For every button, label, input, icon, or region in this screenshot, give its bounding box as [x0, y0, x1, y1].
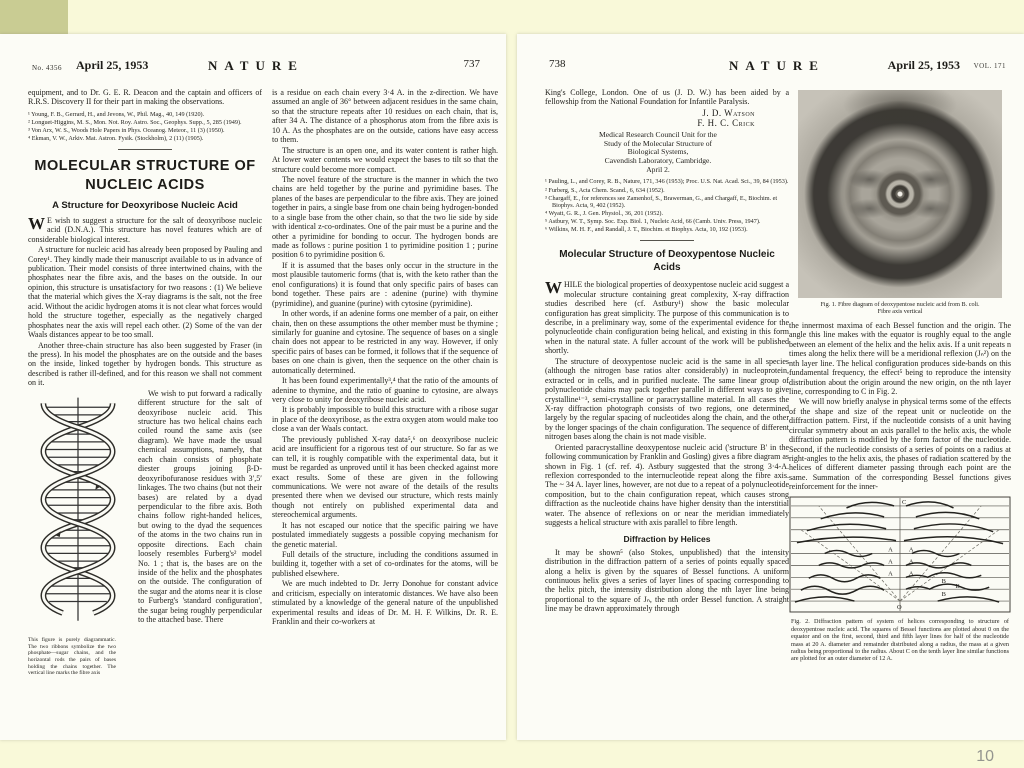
fig2-caption: Fig. 2. Diffraction pattern of system of helices corresponding to structure of deoxypentose nucleic acid. The squares of Bessel functions are plotted about 0 on the equator and on the first, second, third and fifth layer lines for half of the nucleotide mass at 20 A. diameter and remainder distributed along a radius, the mass at a given radius being proportional to the radius. About C on the tenth layer line similar functions are plotted for an outer diameter of 12 A. — [791, 618, 1009, 663]
article-closing: King's College, London. One of us (J. D. W.) has been aided by a fellowship from the National Foundation for Infantile Paralysis. — [545, 88, 789, 107]
reference-item: ⁶ Wilkins, M. H. F., and Randall, J. T., Biochim. et Biophys. Acta, 10, 192 (1953). — [545, 226, 748, 234]
paragraph: A structure for nucleic acid has already been proposed by Pauling and Corey¹. They kindly made their manuscript available to us in advance of publication. Their model consists of three intertwined chains, with the phosphates near the fibre axis, and the bases on the outside. In our opinion, this structure is unsatisfactory for two reasons : (1) We believe that the material which gives the X-ray diagrams is the salt, not the free acid. Without the acidic hydrogen atoms it is not clear what forces would hold the structure together, especially as the negatively charged phosphates near the axis will repel each other. (2) Some of the van der Waals distances appear to be too small. — [28, 245, 262, 340]
volume-number: VOL. 171 — [973, 62, 1006, 70]
article-subtitle: A Structure for Deoxyribose Nucleic Acid — [52, 199, 238, 211]
page-738-column-1 — [545, 88, 789, 740]
fig2-label-a: A — [908, 570, 914, 578]
paragraph: Another three-chain structure has also been suggested by Fraser (in the press). In his model the phosphates are on the outside and the bases on the inside, linked together by hydrogen bonds. This structure as described is rather ill-defined, and for this reason we shall not comment on it. — [28, 340, 262, 388]
author-signature-watson: J. D. Watson — [702, 107, 755, 118]
journal-title: NATURE — [208, 58, 304, 73]
paragraph: The structure of deoxypentose nucleic acid is the same in all species (although the nitrogen base ratios alter considerably) in nucleoprotein, extracted or in cells, and in purified nucleate. The same linear group of polynucleotide chains may pack together parallel in different ways to give crystalline¹⁻³, semi-crystalline or paracrystalline material. In all cases the X-ray diffraction photograph consists of two regions, one determined largely by the regular spacing of nucleotides along the chain, and the other by the longer spacings of the chain configuration. The sequence of different nitrogen bases along the chain is not made visible. — [545, 356, 789, 442]
paragraph: It has been found experimentally³,⁴ that the ratio of the amounts of adenine to thymine, and the ratio of guanine to cytosine, are always very close to unity for deoxyribose nucleic acid. — [272, 376, 498, 404]
paragraph: It is probably impossible to build this structure with a ribose sugar in place of the deoxyribose, as the extra oxygen atom would make too close a van der Waals contact. — [272, 405, 498, 434]
affiliation-line: Biological Systems, — [627, 147, 689, 157]
page-737-column-2 — [272, 88, 498, 740]
author-signature-crick: F. H. C. Crick — [697, 118, 755, 129]
page-number-737: 737 — [463, 58, 480, 70]
section-divider — [640, 240, 694, 241]
dna-double-helix-diagram — [28, 393, 128, 633]
affiliation-line: Study of the Molecular Structure of — [603, 138, 713, 148]
journal-page-738 — [517, 34, 1024, 740]
page-738-header — [517, 58, 1024, 78]
reference-item: ³ Von Arx, W. S., Woods Hole Papers in Phys. Oceanog. Meteor., 11 (3) (1950). — [28, 127, 225, 135]
fig1-caption — [793, 301, 1007, 316]
reference-item: ⁵ Astbury, W. T., Symp. Soc. Exp. Biol. 1, Nucleic Acid, 66 (Camb. Univ. Press, 1947). — [545, 218, 761, 225]
fig2-label-b: B — [941, 577, 946, 585]
reference-item: ³ Chargaff, E., for references see Zamenhof, S., Brawerman, G., and Chargaff, E., Biochim. et Biophys. Acta, 9, 402 (1952). — [545, 194, 778, 209]
paragraph: WHILE the biological properties of deoxypentose nucleic acid suggest a molecular structure containing great complexity, X-ray diffraction studies described here (cf. Astbury¹) show the basic molecular configuration has great simplicity. The purpose of this communication is to describe, in a preliminary way, some of the experimental evidence for the polynucleotide chain configuration being helical, and existing in this form when in the natural state. A fuller account of the work will be published shortly. — [545, 278, 789, 356]
fig2-label-o: O — [897, 603, 902, 611]
fig2-label-a: A — [888, 570, 893, 578]
fig2-label-a: A — [908, 546, 914, 554]
page-737-column-1 — [28, 88, 262, 740]
dna-helix-figure — [28, 393, 132, 677]
fig2-bessel-diagram — [789, 496, 1011, 615]
paragraph: WE wish to suggest a structure for the salt of deoxyribose nucleic acid (D.N.A.). This structure has novel features which are of considerable biological interest. — [28, 213, 262, 244]
affiliation-line: Cavendish Laboratory, Cambridge. — [604, 156, 712, 166]
paragraph: We wish to put forward a radically different structure for the salt of deoxyribose nucleic acid. This structure has two helical chains each coiled round the same axis (see diagram). We have made the usual chemical assumptions, namely, that each chain consists of phosphate diester groups joining β-D-deoxyribofuranose residues with 3′,5′ linkages. The two chains (but not their bases) are related by a dyad perpendicular to the fibre axis. Both chains follow right-handed helices, but owing to the dyad the sequences of the atoms in the two chains run in opposite directions. Each chain loosely resembles Furberg's² model No. 1 ; that is, the bases are on the inside of the helix and the phosphates on the outside. The configuration of the sugar and the atoms near it is close to Furberg's 'standard configuration', the sugar being roughly perpendicular to the attached base. There — [138, 388, 262, 625]
affiliation-line: Medical Research Council Unit for the — [599, 130, 717, 140]
paragraph: We will now briefly analyse in physical terms some of the effects of the shape and size of the repeat unit or nucleotide on the diffraction pattern. First, if the nucleotide consists of a unit having circular symmetry about an axis parallel to the helix axis, the whole diffraction pattern is modified by the form factor of the nucleotide. Second, if the nucleotide consists of a series of points on a radius at right-angles to the helix axis, the phases of radiation scattered by the helices of different diameter passing through each point are the same. Summation of the corresponding Bessel functions gives reinforcement for the inner- — [789, 397, 1011, 492]
fig2-label-c: C — [901, 498, 907, 506]
page-737-header — [0, 58, 506, 78]
reference-item: ² Longuet-Higgins, M. S., Mon. Not. Roy. Astro. Soc., Geophys. Supp., 5, 285 (1949). — [28, 119, 242, 126]
fig2-label-a: A — [888, 546, 893, 554]
fig2-label-a: A — [888, 558, 893, 566]
reference-item: ¹ Pauling, L., and Corey, R. B., Nature, 171, 346 (1953); Proc. U.S. Nat. Acad. Sci., 39, 84 (1953). — [545, 178, 789, 186]
page-738-column-2 — [789, 88, 1011, 740]
reference-item: ¹ Young, F. B., Gerrard, H., and Jevons, W., Phil. Mag., 40, 149 (1920). — [28, 110, 205, 118]
fig2-label-b: B — [955, 582, 960, 590]
header-date: April 25, 1953 — [76, 58, 149, 72]
journal-title: NATURE — [729, 58, 825, 73]
page-number-738: 738 — [549, 58, 566, 70]
fig1-caption-line2: Fibre axis vertical — [877, 308, 923, 316]
helix-figure-caption: This figure is purely diagrammatic. The two ribbons symbolize the two phosphate—sugar chains, and the horizontal rods the pairs of bases holding the chains together. The vertical line marks the fibre axis — [28, 637, 116, 677]
slide-corner-decoration — [0, 0, 68, 34]
references-738 — [545, 178, 789, 233]
section-divider — [118, 149, 172, 150]
references-737 — [28, 111, 262, 143]
fig1-caption-line1: Fig. 1. Fibre diagram of deoxypentose nucleic acid from B. coli. — [820, 301, 980, 308]
header-date: April 25, 1953 — [887, 58, 960, 72]
paragraph: The structure is an open one, and its water content is rather high. At lower water contents we would expect the bases to tilt so that the structure could become more compact. — [272, 145, 498, 174]
reference-item: ⁴ Wyatt, G. R., J. Gen. Physiol., 36, 201 (1952). — [545, 209, 664, 217]
fig1-xray-diffraction-photo — [798, 90, 1002, 298]
affiliation-date: April 2. — [646, 164, 670, 174]
paragraph: It may be shown⁵ (also Stokes, unpublished) that the intensity distribution in the diffraction pattern of a series of points equally spaced along a helix is given by the squares of Bessel functions. A uniform continuous helix gives a series of layer lines of spacing corresponding to the helix pitch, the intensity distribution along the nth layer line being proportional to the square of Jₙ, the nth order Bessel function. A straight line may be drawn approximately through — [545, 547, 789, 614]
second-article-title: Molecular Structure of Deoxypentose Nucleic Acids — [559, 249, 775, 274]
paragraph: It has not escaped our notice that the specific pairing we have postulated immediately suggests a possible copying mechanism for the genetic material. — [272, 520, 498, 549]
paragraph: We are much indebted to Dr. Jerry Donohue for constant advice and criticism, especially on interatomic distances. We have also been stimulated by a knowledge of the general nature of the unpublished experimental results and ideas of Dr. M. H. F. Wilkins, Dr. R. E. Franklin and their co-workers at — [272, 579, 498, 627]
paragraph: the innermost maxima of each Bessel function and the origin. The angle this line makes with the equator is roughly equal to the angle between an element of the helix and the helix axis. If a unit repeats n times along the helix there will be a meridional reflexion (Jₙ²) on the nth layer line. The helical configuration produces side-bands on this fundamental frequency, the effect⁵ being to reproduce the intensity distribution about the origin around the new origin, on the nth layer line, corresponding to C in Fig. 2. — [789, 320, 1011, 396]
article-title — [28, 157, 262, 193]
paragraph: Oriented paracrystalline deoxypentose nucleic acid ('structure B' in the following communication by Franklin and Gosling) gives a fibre diagram as shown in Fig. 1 (cf. ref. 4). Astbury suggested that the strong 3·4-A. reflexion corresponded to the internucleotide repeat along the fibre axis. The ~ 34 A. layer lines, however, are not due to a repeat of a polynucleotide composition, but to the chain configuration repeat, which causes strong diffraction as the nucleotide chains have higher density than the interstitial water. The absence of reflexions on or near the meridian immediately suggests a helical structure with axis parallel to fibre length. — [545, 442, 789, 528]
issue-number: No. 4356 — [32, 64, 63, 72]
fig2-label-b: B — [941, 590, 946, 598]
paragraph: The previously published X-ray data⁵,⁶ on deoxyribose nucleic acid are insufficient for a rigorous test of our structure. So far as we can tell, it is roughly compatible with the experimental data, but it must be regarded as unproved until it has been checked against more exact results. Some of these are given in the following communications. We were not aware of the details of the results presented there when we devised our structure, which rests mainly though not entirely on published experimental data and stereochemical arguments. — [272, 434, 498, 520]
subheading-diffraction-by-helices: Diffraction by Helices — [623, 533, 711, 544]
reference-item: ² Furberg, S., Acta Chem. Scand., 6, 634 (1952). — [545, 186, 665, 194]
paragraph: is a residue on each chain every 3·4 A. in the z-direction. We have assumed an angle of 36° between adjacent residues in the same chain, so that the structure repeats after 10 residues on each chain, that is, after 34 A. The distance of a phosphorus atom from the fibre axis is 10 A. As the phosphates are on the outside, cations have easy access to them. — [272, 88, 498, 145]
slide-page-number: 10 — [976, 748, 994, 765]
reference-item: ⁴ Ekman, V. W., Arkiv. Mat. Astron. Fysik. (Stockholm), 2 (11) (1905). — [28, 135, 204, 143]
previous-article-ending: equipment, and to Dr. G. E. R. Deacon and the captain and officers of R.R.S. Discovery II for their part in making the observations. — [28, 88, 262, 107]
paragraph: In other words, if an adenine forms one member of a pair, on either chain, then on these assumptions the other member must be thymine ; similarly for guanine and cytosine. The sequence of bases on a single chain does not appear to be restricted in any way. However, if only specific pairs of bases can be formed, it follows that if the sequence of bases on one chain is given, then the sequence on the other chain is automatically determined. — [272, 309, 498, 375]
fig2-label-a: A — [908, 558, 914, 566]
paragraph: The novel feature of the structure is the manner in which the two chains are held together by the purine and pyrimidine bases. The planes of the bases are perpendicular to the fibre axis. They are joined together in pairs, a single base from one chain being hydrogen-bonded to a single base from the other chain, so that the two lie side by side with identical z-co-ordinates. One of the pair must be a purine and the other a pyrimidine for bonding to occur. The hydrogen bonds are made as follows : purine position 1 to pyrimidine position 1 ; purine position 6 to pyrimidine position 6. — [272, 174, 498, 260]
fig2-diffraction-pattern-diagram — [789, 496, 1011, 613]
article-title-line2: NUCLEIC ACIDS — [85, 176, 205, 193]
article-title-line1: MOLECULAR STRUCTURE OF — [34, 158, 256, 175]
paragraph: Full details of the structure, including the conditions assumed in building it, together with a set of co-ordinates for the atoms, will be published elsewhere. — [272, 550, 498, 578]
affiliation-block — [545, 131, 771, 174]
paragraph: If it is assumed that the bases only occur in the structure in the most plausible tautomeric forms (that is, with the keto rather than the enol configurations) it is found that only specific pairs of bases can bond together. These pairs are : adenine (purine) with thymine (pyrimidine), and guanine (purine) with cytosine (pyrimidine). — [272, 260, 498, 308]
journal-page-737 — [0, 34, 506, 740]
